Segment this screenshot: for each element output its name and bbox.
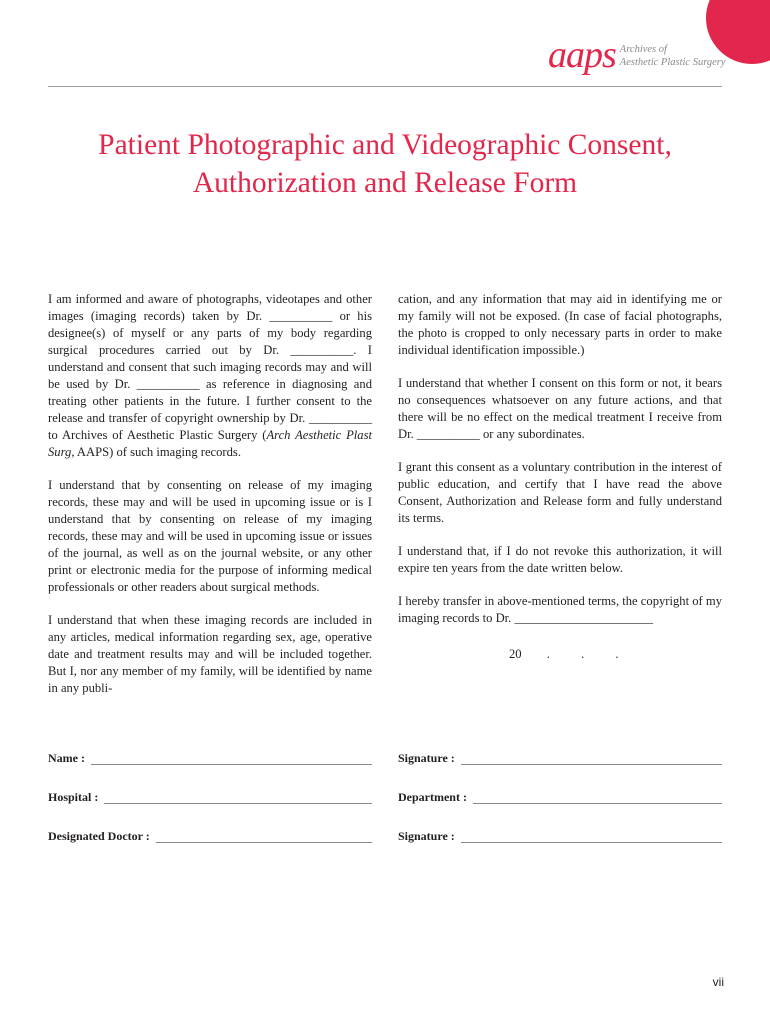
doctor-signature-input-line[interactable]	[461, 830, 722, 843]
journal-name	[620, 43, 726, 69]
hospital-label: Hospital :	[48, 790, 99, 804]
department-label: Department :	[398, 790, 467, 804]
name-label: Name :	[48, 751, 85, 765]
date-separator: .	[615, 647, 619, 661]
paragraph-copyright-transfer: I hereby transfer in above-mentioned terms, the copyright of my imaging records to Dr. ______________________	[398, 594, 722, 625]
doctor-signature-label: Signature :	[398, 829, 455, 843]
date-separator: .	[581, 647, 585, 661]
body-column-right	[398, 291, 722, 643]
title-line2: Authorization and Release Form	[192, 167, 578, 199]
paragraph-expiry: I understand that, if I do not revoke this authorization, it will expire ten years from the date written below.	[398, 544, 722, 575]
brand-mark: aaps	[548, 34, 616, 76]
department-field[interactable]	[398, 790, 722, 804]
journal-abbreviation: Arch Aesthetic Plast Surg	[48, 428, 372, 459]
paragraph-no-consequences: I understand that whether I consent on this form or not, it bears no consequences whatsoever on any future actions, and that there will be no effect on the medical treatment I receive from Dr. __________ or any subordinates.	[398, 376, 722, 441]
paragraph-imaging-consent: I am informed and aware of photographs, videotapes and other images (imaging records) taken by Dr. __________ or his designee(s) of myself or any parts of my body regarding surgical procedures carried out by Dr. __________. I understand and consent that such imaging records may and will be used by Dr. __________ as reference in diagnosing and treating other patients in the future. I further consent to the release and transfer of copyright ownership by Dr. __________ to Archives of Aesthetic Plastic Surgery (Arch Aesthetic Plast Surg, AAPS) of such imaging records.	[48, 292, 372, 459]
signature-field[interactable]	[398, 751, 722, 765]
paragraph-journal-use: I understand that by consenting on release of my imaging records, these may and will be used in upcoming issue or is I understand that by consenting on release of my imaging records, these may and will be used in upcoming issue or issues of the journal, as well as on the journal website, or any other print or electronic media for the purpose of informing medical professionals or other readers about surgical methods.	[48, 478, 372, 594]
date-year-prefix: 20	[509, 647, 522, 661]
page-title	[40, 126, 730, 202]
name-input-line[interactable]	[91, 752, 372, 765]
journal-logo	[548, 36, 726, 74]
date-field[interactable]	[509, 646, 619, 663]
hospital-field[interactable]	[48, 790, 372, 804]
doctor-signature-field[interactable]	[398, 829, 722, 843]
signature-label: Signature :	[398, 751, 455, 765]
date-separator: .	[546, 647, 550, 661]
paragraph-identity-protection: cation, and any information that may aid in identifying me or my family will not be exposed. (In case of facial photographs, the photo is cropped to only necessary parts in order to make individual identification impossible.)	[398, 292, 722, 357]
journal-name-line2: Aesthetic Plastic Surgery	[619, 57, 726, 68]
paragraph-voluntary-consent: I grant this consent as a voluntary contribution in the interest of public education, and certify that I have read the above Consent, Authorization and Release form and fully understand its terms.	[398, 460, 722, 525]
department-input-line[interactable]	[473, 791, 722, 804]
hospital-input-line[interactable]	[104, 791, 372, 804]
designated-doctor-input-line[interactable]	[156, 830, 372, 843]
designated-doctor-label: Designated Doctor :	[48, 829, 150, 843]
header-divider	[48, 86, 722, 87]
signature-input-line[interactable]	[461, 752, 722, 765]
journal-name-line1: Archives of	[619, 44, 667, 55]
title-line1: Patient Photographic and Videographic Consent,	[98, 129, 672, 161]
page-number: vii	[712, 975, 724, 989]
designated-doctor-field[interactable]	[48, 829, 372, 843]
body-column-left	[48, 291, 372, 713]
paragraph-medical-info: I understand that when these imaging records are included in any articles, medical information regarding sex, age, operative date and treatment results may and will be included together. But I, nor any member of my family, will be identified by name in any publi-	[48, 613, 372, 695]
name-field[interactable]	[48, 751, 372, 765]
